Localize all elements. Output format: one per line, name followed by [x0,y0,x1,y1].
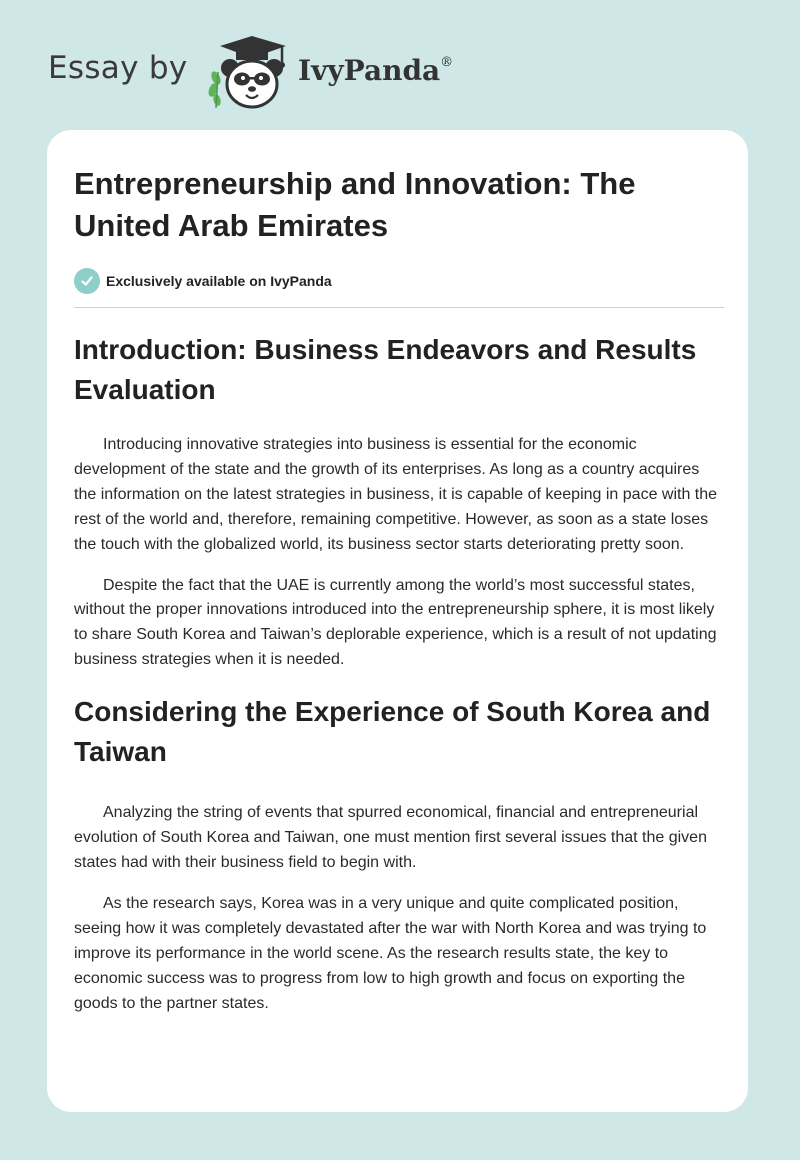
registered-mark: ® [440,54,454,70]
essay-content [74,163,724,1016]
section-heading-experience: Considering the Experience of South Korea and Taiwan [74,696,711,768]
essay-card [47,130,748,1112]
exclusive-badge-label: Exclusively available on IvyPanda [106,273,332,289]
essay-by-label: Essay by [48,50,188,86]
paragraph: Analyzing the string of events that spurred economical, financial and entrepreneurial evolution of South Korea and Taiwan, one must mention first several issues that the given states had with their business field to begin with. [74,804,707,871]
section-heading-introduction: Introduction: Business Endeavors and Results Evaluation [74,334,697,405]
page-title: Entrepreneurship and Innovation: The United Arab Emirates [74,166,636,243]
brand-text: IvyPanda [298,54,441,87]
brand-name[interactable] [298,54,453,87]
panda-logo-icon[interactable] [202,34,294,110]
check-icon [74,268,100,294]
paragraph: As the research says, Korea was in a very unique and quite complicated position, seeing how it was completely devastated after the war with North Korea and was trying to improve its performance in the world scene. As the research results state, the key to economic success was to progress from low to high growth and focus on exporting the goods to the partner states. [74,894,707,1012]
divider [74,307,724,308]
exclusive-badge [74,267,724,295]
site-header [48,34,568,114]
paragraph: Despite the fact that the UAE is currently among the world’s most successful states, without the proper innovations introduced into the entrepreneurship sphere, it is most likely to share South Korea and Taiwan’s deplorable experience, which is a result of not updating business strategies when it is needed. [74,576,717,669]
paragraph: Introducing innovative strategies into business is essential for the economic development of the state and the growth of its enterprises. As long as a country acquires the information on the latest strategies in business, it is capable of keeping in pace with the rest of the world and, therefore, remaining competitive. However, as soon as a state loses the touch with the globalized world, its business sector starts deteriorating pretty soon. [74,436,718,553]
